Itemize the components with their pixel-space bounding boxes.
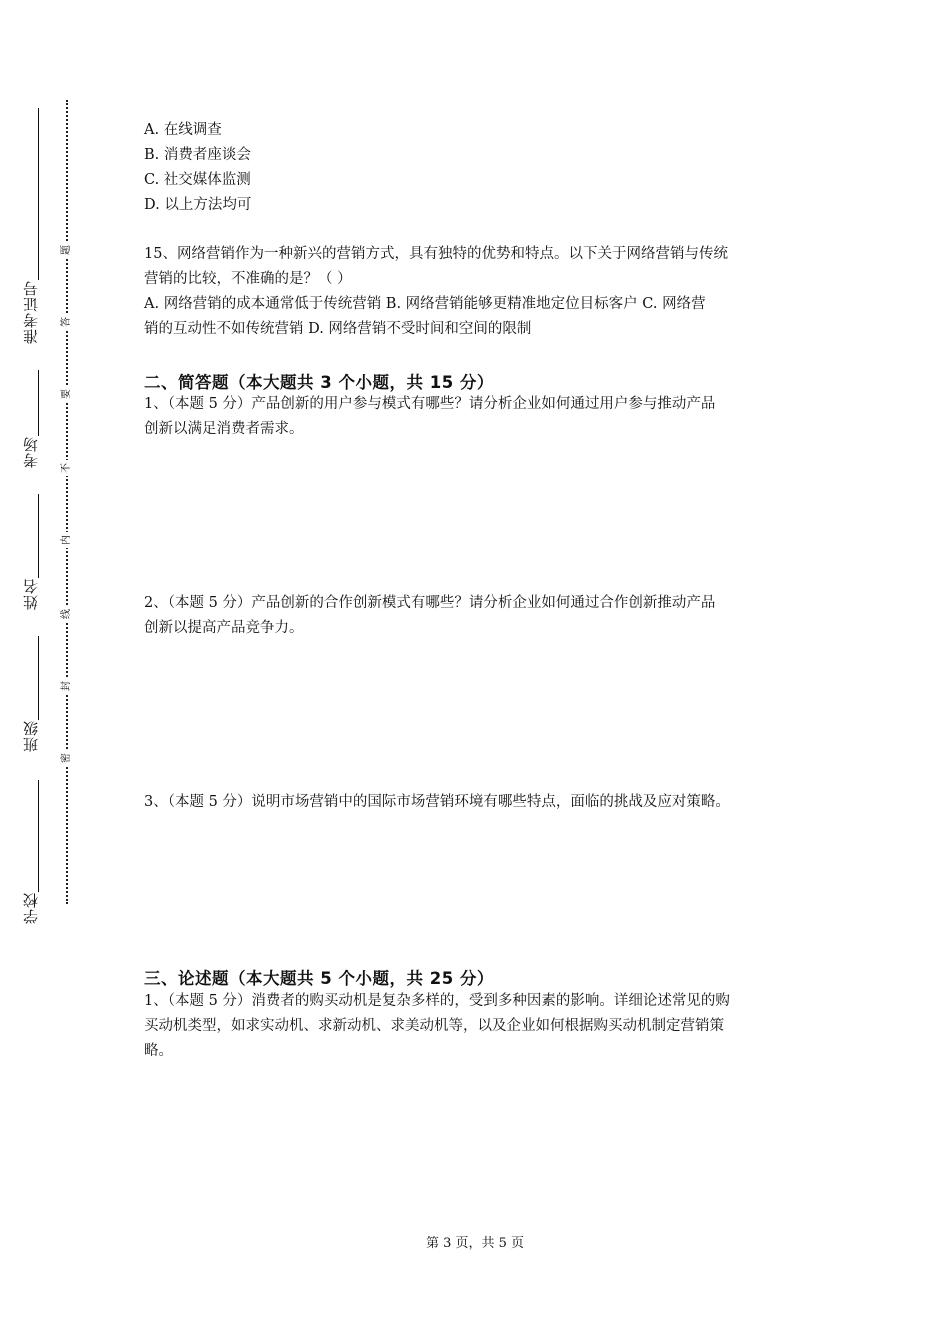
name-line [38,494,39,578]
exam-id-label: 准考证号 [22,280,40,344]
school-label: 学校 [22,892,40,924]
q15-line: 15、网络营销作为一种新兴的营销方式，具有独特的优势和特点。以下关于网络营销与传统 [144,246,728,262]
exam-id-line [38,108,39,280]
school-line [38,780,39,892]
seal-dotted-line [66,100,68,904]
seal-char: 封 [61,678,73,694]
class-label: 班级 [22,720,40,752]
s3-q1-line: 略。 [144,1043,173,1059]
s2-q1-line: 1、（本题 5 分）产品创新的用户参与模式有哪些？请分析企业如何通过用户参与推动产品 [144,396,716,412]
seal-char: 内 [61,532,73,548]
seal-char: 线 [61,606,73,622]
seal-char: 题 [61,242,73,258]
s2-q2-line: 创新以提高产品竞争力。 [144,620,304,636]
exam-id-field [18,84,44,344]
seal-char: 要 [61,386,73,402]
section-2-title: 二、简答题（本大题共 3 个小题，共 15 分） [144,373,494,392]
name-label: 姓名 [22,578,40,610]
seal-char: 答 [61,314,73,330]
option-a: A. 在线调查 [144,122,222,138]
class-field [18,616,44,752]
class-line [38,636,39,720]
q15-line: A. 网络营销的成本通常低于传统营销 B. 网络营销能够更精准地定位目标客户 C. 网络营 [144,296,706,312]
s2-q2-line: 2、（本题 5 分）产品创新的合作创新模式有哪些？请分析企业如何通过合作创新推动产品 [144,595,716,611]
exam-room-label: 考场 [22,436,40,468]
exam-room-field [18,350,44,468]
seal-char: 密 [61,750,73,766]
page-number: 第 3 页，共 5 页 [425,1236,525,1251]
name-field [18,474,44,610]
q15-line: 销的互动性不如传统营销 D. 网络营销不受时间和空间的限制 [144,321,532,337]
school-field [18,760,44,924]
option-d: D. 以上方法均可 [144,197,252,213]
seal-char: 不 [61,460,73,476]
option-c: C. 社交媒体监测 [144,172,251,188]
s3-q1-line: 1、（本题 5 分）消费者的购买动机是复杂多样的，受到多种因素的影响。详细论述常见的购 [144,993,730,1009]
exam-room-line [38,370,39,436]
s3-q1-line: 买动机类型，如求实动机、求新动机、求美动机等，以及企业如何根据购买动机制定营销策 [144,1018,724,1034]
s2-q3-line: 3、（本题 5 分）说明市场营销中的国际市场营销环境有哪些特点，面临的挑战及应对策略。 [144,794,730,810]
section-3-title: 三、论述题（本大题共 5 个小题，共 25 分） [144,969,494,988]
s2-q1-line: 创新以满足消费者需求。 [144,421,304,437]
q15-line: 营销的比较，不准确的是？（ ） [144,271,352,287]
option-b: B. 消费者座谈会 [144,147,251,163]
